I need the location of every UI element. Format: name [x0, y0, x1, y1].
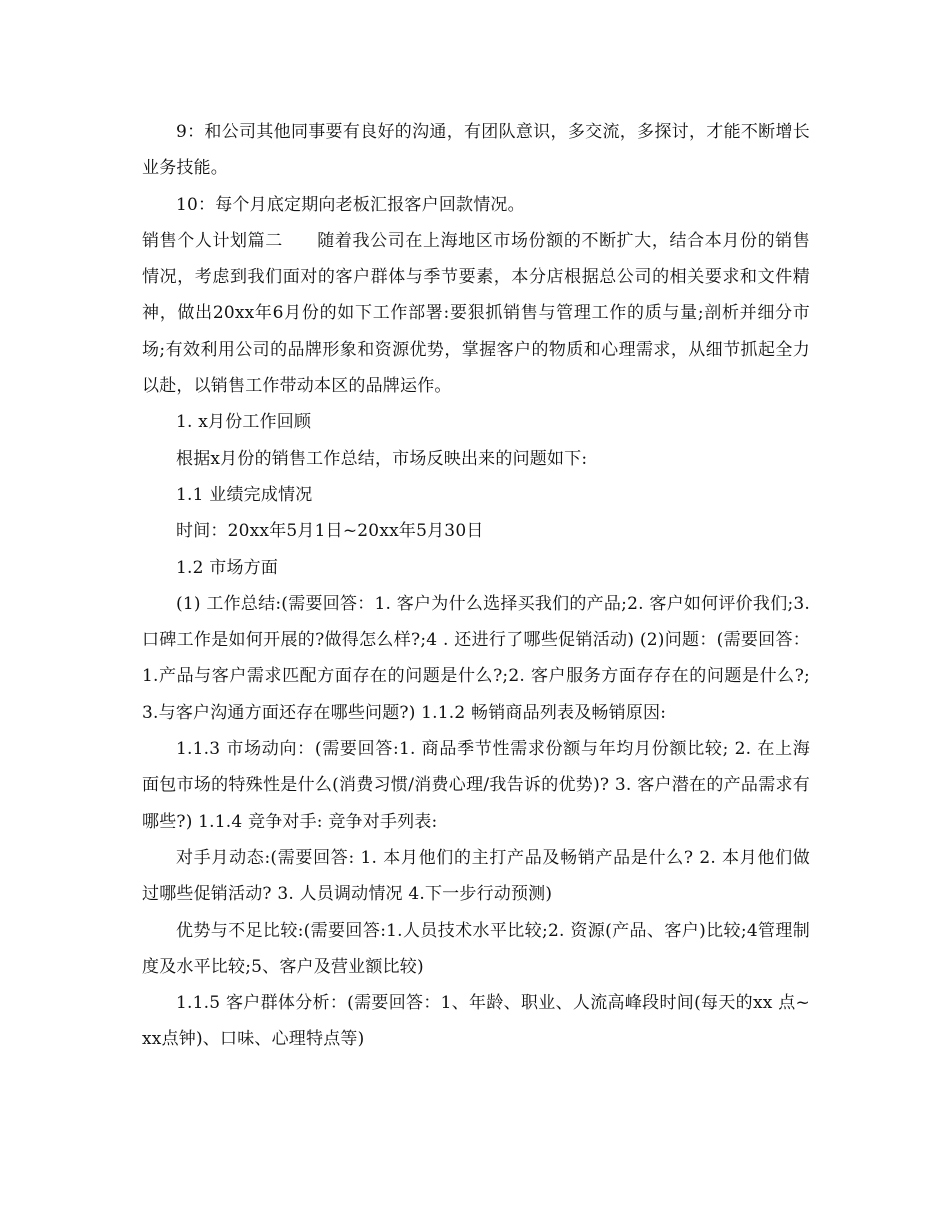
paragraph-text: 10：每个月底定期向老板汇报客户回款情况。	[176, 194, 525, 215]
paragraph-item-10	[142, 187, 810, 223]
paragraph-summary-intro	[142, 441, 810, 477]
paragraph-text: 随着我公司在上海地区市场份额的不断扩大，结合本月份的销售情况，考虑到我们面对的客户群体与季节要素，本分店根据总公司的相关要求和文件精神，做出20xx年6月份的如下工作部署:要狠抓销售与管理工作的质与量;剖析并细分市场;有效利用公司的品牌形象和资源优势，掌握客户的物质和心理需求，从细节抓起全力以赴，以销售工作带动本区的品牌运作。	[142, 230, 810, 397]
document-body	[142, 114, 810, 1058]
paragraph-text: 1.1.3 市场动向：(需要回答:1. 商品季节性需求份额与年均月份额比较; 2. 在上海面包市场的特殊性是什么(消费习惯/消费心理/我告诉的优势)? 3. 客户潜在的产品需求有哪些?) 1.1.4 竞争对手: 竞争对手列表:	[142, 739, 810, 832]
paragraph-text: 1.2 市场方面	[176, 557, 279, 578]
paragraph-text: 时间：20xx年5月1日~20xx年5月30日	[176, 521, 484, 542]
section-intro-paragraph	[142, 223, 810, 404]
paragraph-text: 根据x月份的销售工作总结，市场反映出来的问题如下:	[176, 448, 588, 469]
paragraph-text: (1) 工作总结:(需要回答：1. 客户为什么选择买我们的产品;2. 客户如何评价我们;3. 口碑工作是如何开展的?做得怎么样?;4 . 还进行了哪些促销活动) (2)问题：(需要回答：1.产品与客户需求匹配方面存在的问题是什么?;2. 客户服务方面存存在的问题是什么?;3.与客户沟通方面还存在哪些问题?) 1.1.2 畅销商品列表及畅销原因:	[142, 593, 810, 723]
paragraph-text: 优势与不足比较:(需要回答:1.人员技术水平比较;2. 资源(产品、客户)比较;4管理制度及水平比较;5、客户及营业额比较)	[142, 920, 810, 977]
paragraph-text: 1.1.5 客户群体分析：(需要回答：1、年龄、职业、人流高峰段时间(每天的xx 点~xx点钟)、口味、心理特点等)	[142, 993, 810, 1050]
paragraph-work-summary	[142, 586, 810, 731]
paragraph-competitor-dynamics	[142, 840, 810, 913]
paragraph-customer-analysis	[142, 985, 810, 1058]
paragraph-text: 1.1 业绩完成情况	[176, 484, 313, 505]
paragraph-text: 1. x月份工作回顾	[176, 412, 312, 433]
paragraph-market-trend	[142, 731, 810, 840]
paragraph-strengths-weaknesses	[142, 913, 810, 986]
paragraph-text: 9：和公司其他同事要有良好的沟通，有团队意识，多交流，多探讨，才能不断增长业务技能。	[142, 122, 810, 179]
paragraph-time-range	[142, 513, 810, 549]
paragraph-text: 对手月动态:(需要回答: 1. 本月他们的主打产品及畅销产品是什么? 2. 本月他们做过哪些促销活动? 3. 人员调动情况 4.下一步行动预测)	[142, 847, 810, 905]
section-title: 销售个人计划篇二	[142, 230, 283, 251]
heading-performance	[142, 477, 810, 513]
heading-monthly-review	[142, 404, 810, 440]
paragraph-item-9	[142, 114, 810, 187]
heading-market	[142, 550, 810, 586]
